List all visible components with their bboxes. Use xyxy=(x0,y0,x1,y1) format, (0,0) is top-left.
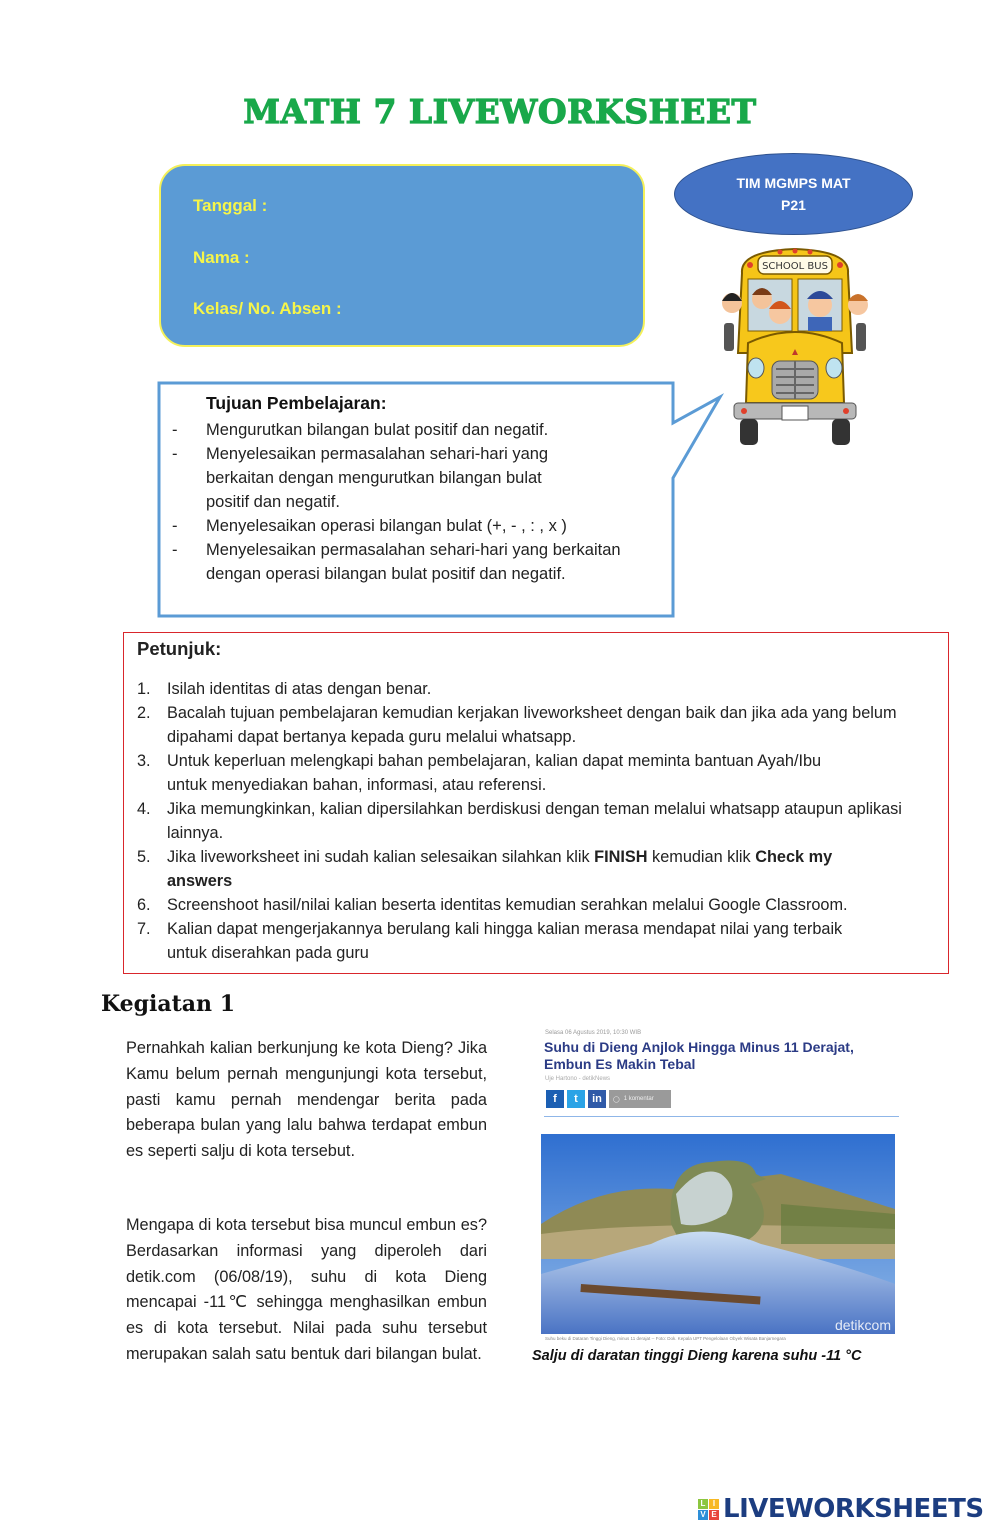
name-label: Nama : xyxy=(193,248,250,267)
check-answers-keyword: Check my answers xyxy=(167,848,833,890)
news-clipping xyxy=(540,1030,900,1117)
share-buttons xyxy=(546,1090,900,1108)
instruction-item: 2. Bacalah tujuan pembelajaran kemudian kerjakan liveworksheet dengan baik dan jika ada yang belum dipahami dapat bertanya kepada guru melalui whatsapp. xyxy=(137,704,897,746)
instruction-item: 3. Untuk keperluan melengkapi bahan pembelajaran, kalian dapat meminta bantuan Ayah/Ibu untuk menyediakan bahan, informasi, atau referensi. xyxy=(137,752,822,794)
svg-text:detikcom: detikcom xyxy=(834,1317,891,1333)
team-badge-line1: TIM MGMPS MAT xyxy=(736,175,851,191)
learning-goal-item: - Menyelesaikan operasi bilangan bulat (+, - , : , x ) xyxy=(172,514,662,538)
article-date: Selasa 06 Agustus 2019, 10:30 WIB xyxy=(545,1030,642,1036)
school-bus-icon xyxy=(720,243,870,453)
instruction-item: 4. Jika memungkinkan, kalian dipersilahkan berdiskusi dengan teman melalui whatsapp ataupun aplikasi lainnya. xyxy=(137,800,902,842)
brand-name: LIVEWORKSHEETS xyxy=(723,1494,984,1524)
activity-paragraph-1: Pernahkah kalian berkunjung ke kota Dieng? Jika Kamu belum pernah mengunjungi kota tersebut, pasti kamu pernah mendengar berita pada beberapa bulan yang lalu bahwa terdapat embun es seperti salju di kota tersebut. xyxy=(126,1039,487,1161)
instruction-item: 6. Screenshoot hasil/nilai kalian beserta identitas kemudian serahkan melalui Google Classroom. xyxy=(137,896,848,914)
article-author: Uje Hartono - detikNews xyxy=(545,1076,611,1082)
learning-goal-item: - Menyelesaikan permasalahan sehari-hari yang berkaitan dengan operasi bilangan bulat positif dan negatif. xyxy=(172,538,632,586)
instruction-item: 5. Jika liveworksheet ini sudah kalian selesaikan silahkan klik FINISH kemudian klik Check my answers xyxy=(137,848,833,890)
comment-icon: ◯ xyxy=(613,1096,620,1103)
dieng-frost-photo xyxy=(541,1134,895,1334)
bullet-dash: - xyxy=(172,445,178,463)
instruction-item: 7. Kalian dapat mengerjakannya berulang kali hingga kalian merasa mendapat nilai yang terbaik untuk diserahkan pada guru xyxy=(137,920,843,962)
instructions-box xyxy=(123,632,949,974)
instruction-item: 1. Isilah identitas di atas dengan benar. xyxy=(137,680,432,698)
photo-credit: Suhu beku di Dataran Tinggi Dieng, minus 11 derajat -- Foto: Dok. Kepala UPT Pengelolaan Obyek Wisata Banjarnegara xyxy=(545,1336,786,1341)
svg-text:SCHOOL BUS: SCHOOL BUS xyxy=(762,261,828,272)
finish-keyword: FINISH xyxy=(594,848,648,866)
activity-title: Kegiatan 1 xyxy=(101,991,236,1017)
instructions-list xyxy=(137,677,937,965)
liveworksheets-logo[interactable] xyxy=(698,1494,984,1524)
learning-goal-item: - Mengurutkan bilangan bulat positif dan negatif. xyxy=(172,418,662,442)
learning-goal-item: - Menyelesaikan permasalahan sehari-hari yang berkaitan dengan mengurutkan bilangan bulat positif dan negatif. xyxy=(172,442,612,514)
live-blocks-icon: L I V E xyxy=(698,1499,719,1520)
team-badge xyxy=(674,153,913,235)
linkedin-icon: in xyxy=(588,1090,606,1108)
activity-paragraph-2: Mengapa di kota tersebut bisa muncul embun es? Berdasarkan informasi yang diperoleh dari detik.com (06/08/19), suhu di kota Dieng mencapai -11℃ sehingga menghasilkan embun es di kota tersebut. Nilai pada suhu tersebut merupakan salah satu bentuk dari bilangan bulat. xyxy=(126,1216,487,1363)
school-bus-illustration xyxy=(720,243,870,453)
learning-goals xyxy=(172,393,662,586)
bullet-dash: - xyxy=(172,541,178,559)
date-label: Tanggal : xyxy=(193,196,268,215)
bullet-dash: - xyxy=(172,517,178,535)
instructions-heading: Petunjuk: xyxy=(137,638,222,659)
team-badge-line2: P21 xyxy=(781,197,806,213)
frost-photo-image xyxy=(541,1134,895,1334)
worksheet-title: MATH 7 LIVEWORKSHEET xyxy=(243,92,757,131)
learning-goals-heading: Tujuan Pembelajaran: xyxy=(206,393,387,413)
facebook-icon: f xyxy=(546,1090,564,1108)
photo-caption: Salju di daratan tinggi Dieng karena suhu -11 °C xyxy=(532,1348,862,1364)
bullet-dash: - xyxy=(172,421,178,439)
comment-button: ◯ 1 komentar xyxy=(609,1090,671,1108)
article-headline: Suhu di Dieng Anjlok Hingga Minus 11 Derajat, Embun Es Makin Tebal xyxy=(544,1039,854,1072)
divider xyxy=(544,1116,899,1117)
twitter-icon: t xyxy=(567,1090,585,1108)
class-number-label: Kelas/ No. Absen : xyxy=(193,299,342,318)
identity-box xyxy=(159,164,645,347)
